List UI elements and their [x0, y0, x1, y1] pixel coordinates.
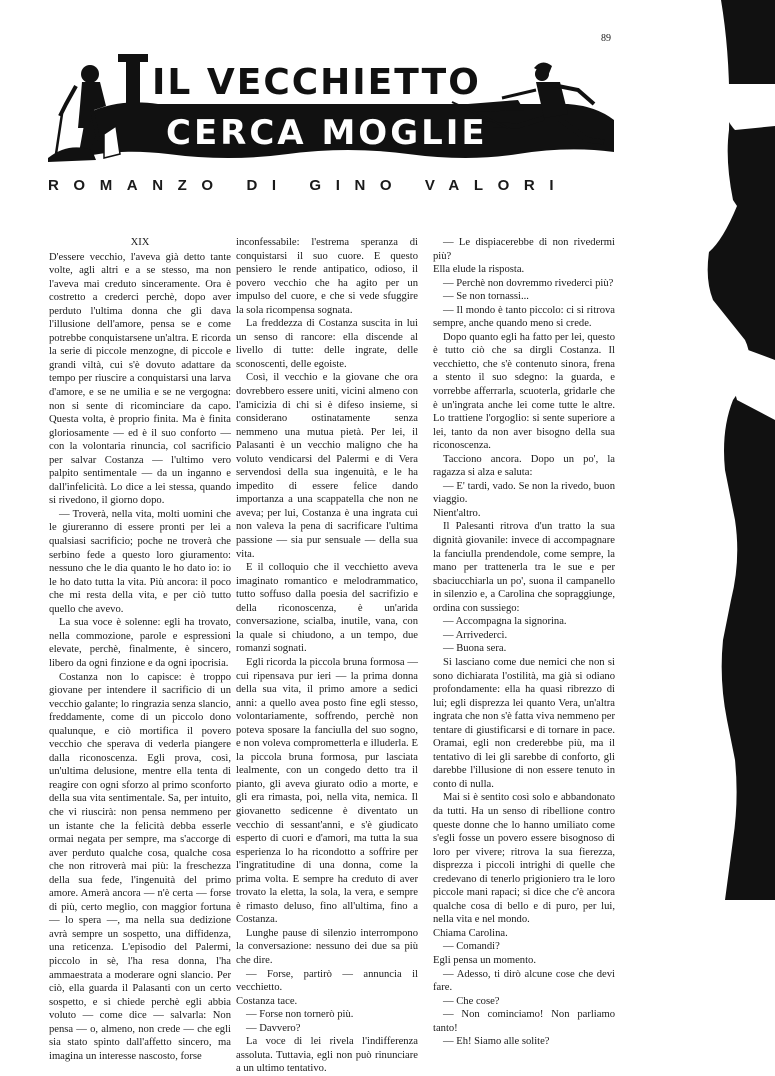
paragraph: Tacciono ancora. Dopo un po', la ragazza si alza e saluta:: [433, 453, 615, 479]
paragraph: Costanza non lo capisce: è troppo giovane per intendere il sacrificio di un vecchio galante; lo ringrazia senza slancio, freddamente, come di un piccolo dono qualunque, e ciò mortifica il povero vecchio che sperava di vederla piangere dalla riconoscenza. Egli prova, così, un'ultima delusione, mentre ella tenta di reagire con ogni sforzo al primo sconforto della sua vita sentimentale. Sa, per intuito, che vi riuscirà: non pensa nemmeno per un istante che la felicità debba esserle ormai negata per sempre, ma s'accorge di aver perduto qualche cosa, qualche cosa che non ritroverà mai più: la freschezza della sua fede, l'ingenuità del primo amore. Amerà ancora — n'è certa — forse di più, certo meglio, con maggior fortuna — lo spera —, ma nella sua dedizione avrà sempre un sospetto, una diffidenza, una reticenza. L'episodio del Palermi, piccolo in sè, l'ha resa donna, l'ha ammaestrata a moderare ogni slancio. Per ciò, ella guarda il Palasanti con un certo sospetto, e si chiede perchè egli abbia voluto — come dice — salvarla: Non pensa — o, almeno, non crede — che egli sia stato spinto dall'affetto sincero, ma imagina un interesse nascosto, forse: [49, 671, 231, 1062]
paragraph: D'essere vecchio, l'aveva già detto tante volte, agli altri e a se stesso, ma non l'aveva mai creduto sinceramente. Ora è costretto a crederci perchè, dopo aver perduto l'ultima donna che gli dava l'illusione dell'amore, pensa se e come potrebbe conquistarsene un'altra. E ricorda la serie di piccole menzogne, di piccole e grandi viltà, cui s'è dovuto adattare da tempo per riuscire a conquistarsi una larva d'amore, e se ne umilia e se ne vergogna: non si sente di ricominciare da capo. Questa volta, è proprio finita. Ma è finita gloriosamente — ed è il suo conforto — con la volontaria rinuncia, col sacrificio per salvar Costanza — l'ultimo vero palpito sentimentale — da un inganno e dall'infelicità. Lo dice a lei stessa, quando si rivedono, il giorno dopo.: [49, 251, 231, 507]
text-column-2: [236, 236, 418, 1075]
paragraph: — Forse, partirò — annuncia il vecchietto.: [236, 968, 418, 994]
paragraph: — Non cominciamo! Non parliamo tanto!: [433, 1009, 615, 1034]
paragraph: Nient'altro.: [433, 507, 481, 519]
paragraph: La sua voce è solenne: egli ha trovato, nella commozione, parole e espressioni elevate, perchè, finalmente, è sincero, libero da ogni finzione e da ogni ipocrisia.: [49, 617, 231, 669]
title-line-2: CERCA MOGLIE: [166, 113, 488, 153]
page-number: 89: [601, 33, 611, 44]
title-line-1: IL VECCHIETTO: [152, 62, 481, 103]
subtitle: ROMANZO DI GINO VALORI: [48, 177, 569, 194]
paragraph: Ella elude la risposta.: [433, 264, 525, 276]
paragraph: — Il mondo è tanto piccolo: ci si ritrova sempre, anche quando meno si crede.: [433, 304, 615, 330]
paragraph: — Accompagna la signorina.: [443, 616, 567, 628]
paragraph: Mai si è sentito così solo e abbandonato da tutti. Ha un senso di ribellione contro queste donne che lo hanno umiliato come s'egli fosse un povero essere bisognoso di loro per vivere; ritrova la sua fierezza, disprezza i piccoli intrighi di quelle che credevano di tenerlo prigioniero tra le loro piccole mani rapaci; si dice che c'è ancora qualche cosa di bello e di puro, per lui, nella vita e nel mondo.: [433, 792, 615, 926]
paragraph: Si lasciano come due nemici che non si sono dichiarata l'ostilità, ma già si odiano profondamente: ella ha quasi ribrezzo di lui; egli disprezza lei quanto Vera, un'altra ingrata che non s'è fatta viva nemmeno per tentare di giustificarsi e di tornare in pace. Oramai, egli non crederebbe più, ma il tentativo di lei gli sarebbe di conforto, gli darebbe l'illusione di non essere tenuto in conto di nulla.: [433, 656, 615, 790]
paragraph: — Eh! Siamo alle solite?: [443, 1036, 550, 1048]
paragraph: — Troverà, nella vita, molti uomini che le giureranno di essere pronti per lei a qualsiasi sacrificio; poche ne troverà che serbino fede a questo loro giuramento: nessuno che le dia quanto le ho dato io: io le ho dato tutta la vita. Più ancora: il poco che mi resta della vita, e per ciò tutto quello che avevo.: [49, 508, 231, 615]
paragraph: — E' tardi, vado. Se non la rivedo, buon viaggio.: [433, 480, 615, 506]
paragraph: La voce di lei rivela l'indifferenza assoluta. Tuttavia, egli non può rinunciare a un ultimo tentativo.: [236, 1036, 418, 1075]
text-column-3: [433, 236, 615, 1048]
paragraph: — Arrivederci.: [443, 629, 508, 641]
paragraph: — Le dispiacerebbe di non rivedermi più?: [433, 237, 615, 262]
paragraph: Dopo quanto egli ha fatto per lei, questo è tutto ciò che sa dirgli Costanza. Il vecchietto, che s'è contenuto sinora, frena a stento il suo sdegno: la guarda, e vorrebbe afferrarla, scuoterla, gridarle che è un'ingrata anche lei come tutte le altre. Lo trattiene l'orgoglio: si sente superiore a lei, tanto da non aver bisogno della sua riconoscenza.: [433, 331, 615, 452]
paragraph: Il Palesanti ritrova d'un tratto la sua dignità giovanile: invece di accompagnare la fanciulla prendendole, come sempre, la mano per trattenerla tra le sue e per sbaciucchiarla un po', suona il campanello in silenzio e, a Carolina che sopraggiunge, ordina con sussiego:: [433, 521, 615, 614]
paragraph: La freddezza di Costanza suscita in lui un senso di rancore: ella discende al livello di tutte: delle ingrate, delle sconoscenti, delle egoiste.: [236, 318, 418, 370]
paragraph: — Comandi?: [443, 941, 500, 953]
chapter-heading: XIX: [130, 237, 150, 248]
paragraph: — Perchè non dovremmo rivederci più?: [443, 277, 614, 289]
paragraph: Egli ricorda la piccola bruna formosa — cui ripensava pur ieri — la prima donna della sua vita, il primo amore a sedici anni: a quello avea posto fine egli stesso, volontariamente, soffrendo, perchè non poteva sposare la fanciulla del suo sogno, e non voleva comprometterla e illuderla. E la piccola bruna formosa, pur lasciata lealmente, con un congedo detto tra il pianto, gli aveva giurato odio a morte, e gli era rimasta, poi, nella vita, nemica. Il giovanetto sedicenne è diventato un vecchio di sessant'anni, e s'è giudicato esperto di cuori e d'amori, ma tutta la sua esperienza lo ha ricondotto a soffrire per l'ingratitudine di una donna, come la prima volta. E sempre ha creduto di aver trovato la eletta, la sola, la vera, e sempre è rimasto deluso, fino all'ultima, fino a Costanza.: [236, 656, 418, 926]
paragraph: — Davvero?: [246, 1022, 301, 1034]
paragraph: — Che cose?: [443, 995, 500, 1007]
paragraph: E il colloquio che il vecchietto aveva imaginato romantico e melodrammatico, tutto soffuso dalla poesia del sacrifizio e della riconoscenza, è un'arida conversazione, scialba, inutile, vana, con la quale si chiudono, a un tempo, due romanzi sognati.: [236, 562, 418, 655]
paragraph: Lunghe pause di silenzio interrompono la conversazione: nessuno dei due sa più che dire.: [236, 927, 418, 966]
paragraph: — Se non tornassi...: [443, 291, 529, 303]
paragraph: — Buona sera.: [443, 643, 507, 655]
paragraph: Chiama Carolina.: [433, 927, 508, 939]
paragraph: — Forse non tornerò più.: [246, 1009, 354, 1021]
title-illustration: [48, 54, 614, 166]
paragraph: Egli pensa un momento.: [433, 954, 536, 966]
paragraph: Così, il vecchio e la giovane che ora dovrebbero essere uniti, vicini almeno con l'amicizia di chi si è difeso insieme, si considerano ostinatamente senza nemmeno una mutua pietà. Per lei, il Palasanti è un vecchio maligno che ha voluto vendicarsi del Palermi e di Vera servendosi della sua ingenuità, e le ha impedito di essere felice dando importanza a una scappatella che non ne aveva; per lui, Costanza è una ingrata cui non valeva la pena di sacrificare l'ultima passione — sia pur sensuale — della sua vita.: [236, 372, 418, 560]
paragraph: Costanza tace.: [236, 995, 298, 1007]
paragraph: — Adesso, ti dirò alcune cose che devi fare.: [433, 968, 615, 994]
adjacent-page-edge: [675, 0, 775, 900]
paragraph: inconfessabile: l'estrema speranza di conquistarsi il suo cuore. E questo pensiero le rende antipatico, odioso, il povero vecchio che ha agito per un impulso del cuore, e che si vede sfuggire la sola ricompensa sognata.: [236, 237, 418, 316]
text-column-1: [49, 236, 231, 1062]
